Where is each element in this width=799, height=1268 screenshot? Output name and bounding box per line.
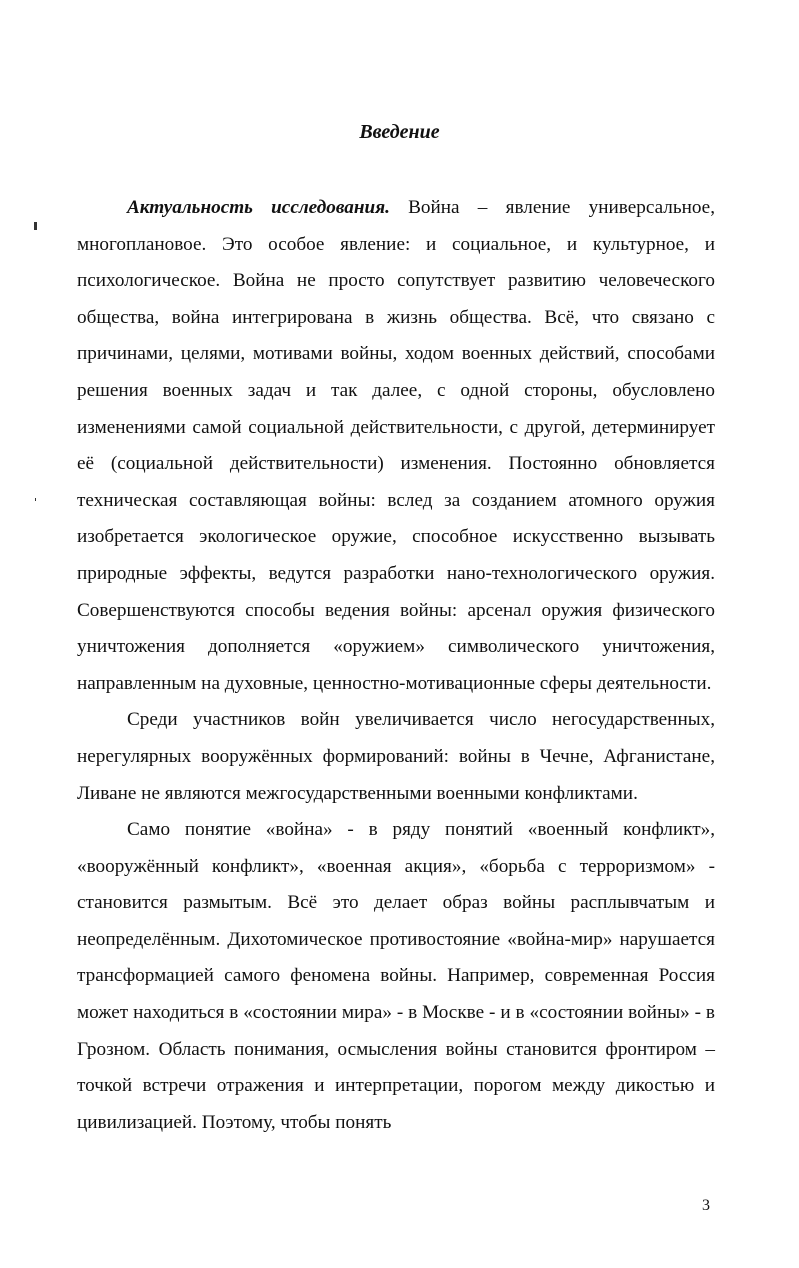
paragraph-text: Само понятие «война» - в ряду понятий «военный конфликт», «вооружённый конфликт», «военная акция», «борьба с терроризмом» - становится размытым. Всё это делает образ войны расплывчатым и неопределённым. Дихотомическое противостояние «война-мир» нарушается трансформацией самого феномена войны. Например, современная Россия может находиться в «состоянии мира» - в Москве - и в «состоянии войны» - в Грозном. Область понимания, осмысления войны становится фронтиром – точкой встречи отражения и интерпретации, порогом между дикостью и цивилизацией. Поэтому, чтобы понять (77, 819, 715, 1133)
paragraph-text: Среди участников войн увеличивается число негосударственных, нерегулярных вооружённых формирований: войны в Чечне, Афганистане, Ливане не являются межгосударственными военными конфликтами. (77, 709, 715, 804)
scan-artifact (35, 498, 36, 501)
paragraph-concept (77, 812, 715, 1141)
page-title: Введение (359, 121, 440, 143)
body-text (77, 190, 715, 1141)
paragraph-text: Война – явление универсальное, многоплановое. Это особое явление: и социальное, и культурное, и психологическое. Война не просто сопутствует развитию человеческого общества, война интегрирована в жизнь общества. Всё, что связано с причинами, целями, мотивами войны, ходом военных действий, способами решения военных задач и так далее, с одной стороны, обусловлено изменениями самой социальной действительности, с другой, детерминирует её (социальной действительности) изменения. Постоянно обновляется техническая составляющая войны: вслед за созданием атомного оружия изобретается экологическое оружие, способное искусственно вызывать природные эффекты, ведутся разработки нано-технологического оружия. Совершенствуются способы ведения войны: арсенал оружия физического уничтожения дополняется «оружием» символического уничтожения, направленным на духовные, ценностно-мотивационные сферы деятельности. (77, 197, 715, 694)
scan-artifact (34, 222, 37, 230)
paragraph-relevance (77, 190, 715, 702)
paragraph-lead: Актуальность исследования. (127, 197, 390, 218)
page-number: 3 (702, 1197, 710, 1214)
paragraph-participants (77, 702, 715, 812)
